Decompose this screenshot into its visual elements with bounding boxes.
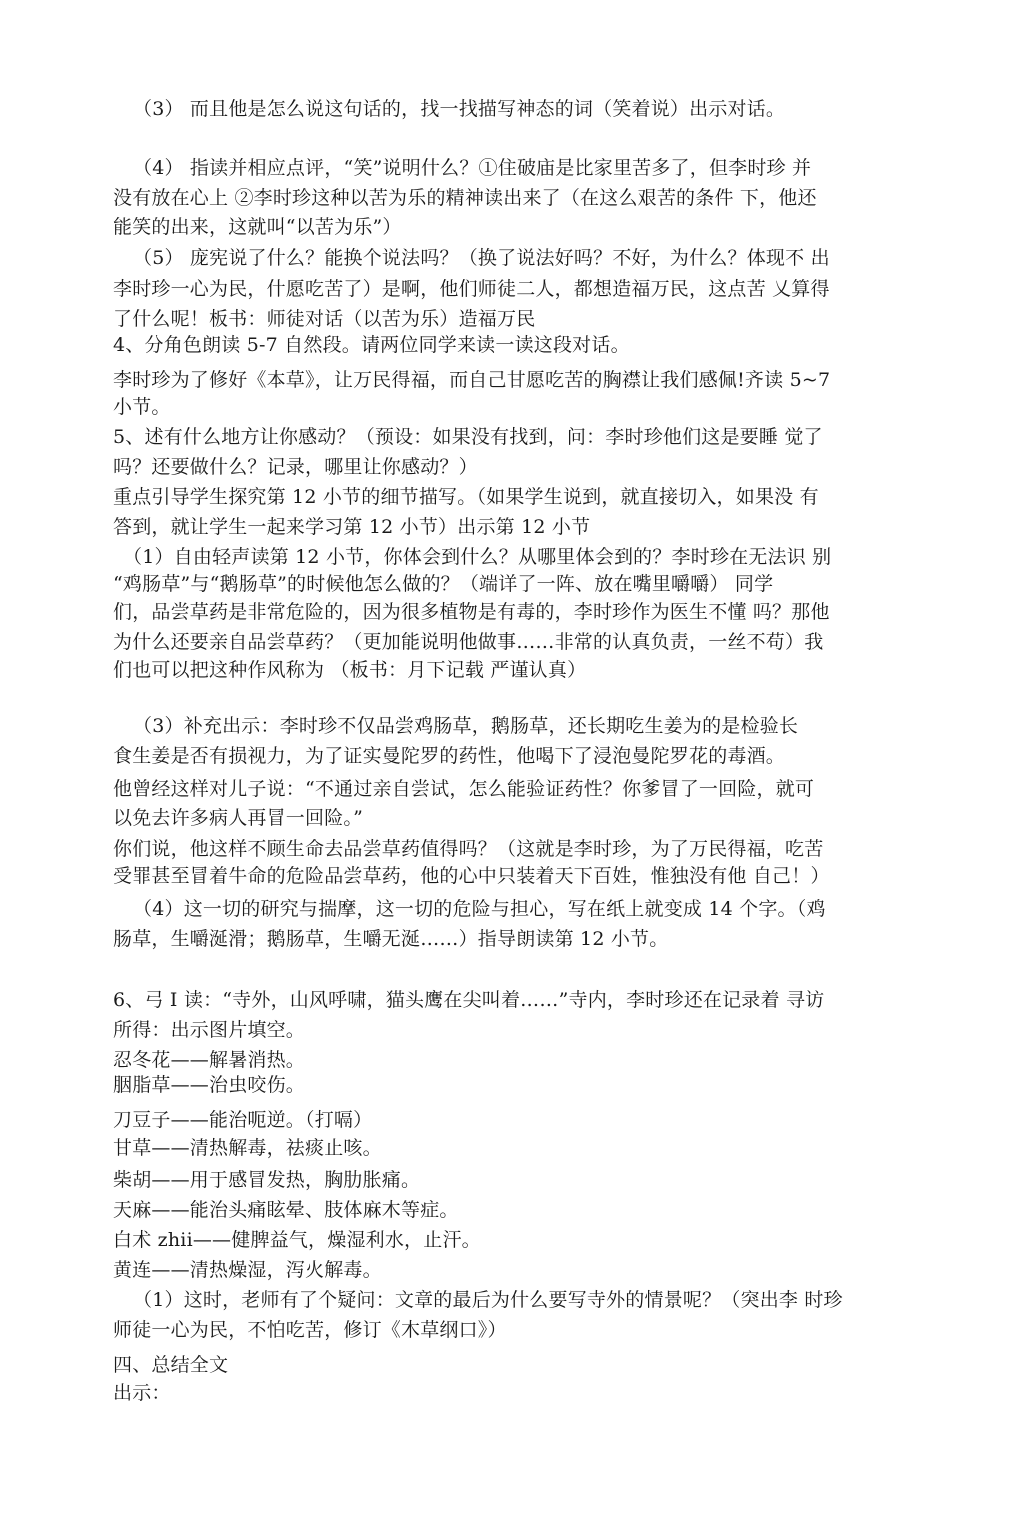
text-line: 为什么还要亲自品尝草药？（更加能说明他做事……非常的认真负责，一丝不苟）我 [113,631,824,653]
text-line: 了什么呢！板书：师徒对话（以苦为乐）造福万民 [113,308,536,330]
text-line: 柴胡——用于感冒发热，胸肋胀痛。 [113,1169,421,1191]
text-line: 6、弓 I 读：“寺外，山风呼啸，猫头鹰在尖叫着……”寺内，李时珍还在记录着 寻访 [113,989,825,1011]
text-line: 能笑的出来，这就叫“以苦为乐”） [113,216,402,238]
text-line: 刀豆子——能治呃逆。（打嗝） [113,1109,373,1131]
text-line: 胭脂草——治虫咬伤。 [113,1074,306,1096]
text-line: “鸡肠草”与“鹅肠草”的时候他怎么做的？（端详了一阵、放在嘴里嚼嚼） 同学 [113,573,774,595]
text-line: 天麻——能治头痛眩晕、肢体麻木等症。 [113,1199,459,1221]
text-line: （4） 指读并相应点评，“笑”说明什么？①住破庙是比家里苦多了，但李时珍 并 [133,157,812,179]
text-line: （5） 庞宪说了什么？能换个说法吗？（换了说法好吗？不好，为什么？体现不 出 [133,247,830,269]
text-line: 食生姜是否有损视力，为了证实曼陀罗的药性，他喝下了浸泡曼陀罗花的毒酒。 [113,745,786,767]
text-line: 们也可以把这种作风称为 （板书：月下记载 严谨认真） [113,659,587,681]
section-heading: 四、总结全文 [113,1354,229,1376]
text-line: 忍冬花——解暑消热。 [113,1049,306,1071]
text-line: （4）这一切的研究与揣摩，这一切的危险与担心，写在纸上就变成 14 个字。（鸡 [133,898,826,920]
text-line: 他曾经这样对儿子说：“不通过亲自尝试，怎么能验证药性？你爹冒了一回险，就可 [113,778,815,800]
text-line: 你们说，他这样不顾生命去品尝草药值得吗？（这就是李时珍，为了万民得福，吃苦 [113,838,824,860]
text-line: 重点引导学生探究第 12 小节的细节描写。（如果学生说到，就直接切入，如果没 有 [113,486,819,508]
text-line: 黄连——清热燥湿，泻火解毒。 [113,1259,382,1281]
text-line: 所得：出示图片填空。 [113,1019,306,1041]
text-line: 白术 zhii——健脾益气，燥湿利水，止汗。 [113,1229,481,1251]
text-line: 小节。 [113,396,171,418]
text-line: 出示： [113,1382,171,1404]
text-line: 5、述有什么地方让你感动？（预设：如果没有找到，问：李时珍他们这是要睡 觉了 [113,426,823,448]
text-line: 甘草——清热解毒，祛痰止咳。 [113,1137,382,1159]
text-line: （1）自由轻声读第 12 小节，你体会到什么？从哪里体会到的？李时珍在无法识 别 [123,546,832,568]
text-line: 李时珍一心为民，什愿吃苦了）是啊，他们师徒二人，都想造福万民，这点苦 乂算得 [113,278,830,300]
text-line: （1）这时，老师有了个疑问：文章的最后为什么要写寺外的情景呢？（突出李 时珍 [133,1289,843,1311]
text-line: 受罪甚至冒着牛命的危险品尝草药，他的心中只装着天下百姓，惟独没有他 自己！） [113,865,830,887]
text-line: （3）补充出示：李时珍不仅品尝鸡肠草，鹅肠草，还长期吃生姜为的是检验长 [133,715,799,737]
text-line: 肠草，生嚼涎滑；鹅肠草，生嚼无涎……）指导朗读第 12 小节。 [113,928,669,950]
text-line: 李时珍为了修好《本草》，让万民得福，而自己甘愿吃苦的胸襟让我们感佩!齐读 5~7 [113,369,831,391]
text-line: 吗？还要做什么？记录，哪里让你感动？） [113,456,478,478]
text-line: 师徒一心为民，不怕吃苦，修订《木草纲口》） [113,1319,507,1341]
text-line: 没有放在心上 ②李时珍这种以苦为乐的精神读出来了（在这么艰苦的条件 下，他还 [113,187,817,209]
text-line: （3） 而且他是怎么说这句话的，找一找描写神态的词（笑着说）出示对话。 [133,98,786,120]
text-line: 以免去许多病人再冒一回险。” [113,807,364,829]
text-line: 答到，就让学生一起来学习第 12 小节）出示第 12 小节 [113,516,591,538]
text-line: 们，品尝草药是非常危险的，因为很多植物是有毒的，李时珍作为医生不懂 吗？那他 [113,601,830,623]
text-line: 4、分角色朗读 5-7 自然段。请两位同学来读一读这段对话。 [113,334,630,356]
